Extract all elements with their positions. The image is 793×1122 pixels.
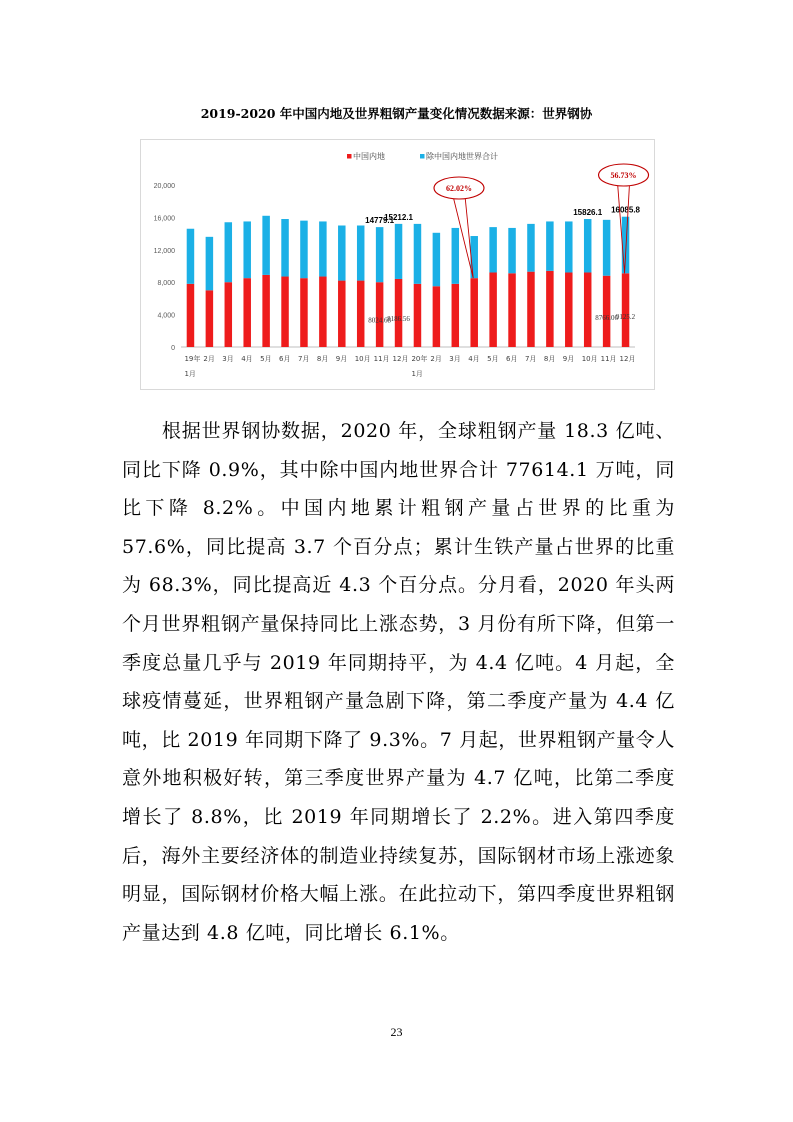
- china-value-label: 9125.2: [615, 312, 636, 321]
- bar-rest-of-world: [281, 219, 289, 277]
- x-tick-label: 12月: [619, 355, 636, 363]
- bar-china: [357, 281, 365, 347]
- y-tick-label: 4,000: [157, 312, 175, 320]
- x-tick-label: 8月: [316, 355, 329, 363]
- bar-china: [452, 284, 460, 347]
- bar-rest-of-world: [243, 221, 251, 278]
- bar-rest-of-world: [565, 221, 573, 272]
- total-value-label: 16085.8: [611, 205, 641, 215]
- bar-china: [622, 273, 630, 347]
- x-tick-label: 9月: [335, 355, 348, 363]
- x-tick-label: 6月: [279, 355, 291, 363]
- y-tick-label: 0: [171, 345, 175, 352]
- bar-rest-of-world: [300, 221, 308, 279]
- bar-china: [414, 284, 422, 347]
- x-tick-label: 4月: [241, 355, 253, 363]
- x-tick-label: 10月: [354, 355, 371, 363]
- bar-rest-of-world: [319, 221, 327, 276]
- bar-china: [319, 277, 327, 347]
- bar-china: [206, 290, 214, 347]
- bar-china: [508, 273, 515, 347]
- bar-china: [187, 284, 195, 347]
- bar-china: [527, 272, 535, 347]
- bar-rest-of-world: [489, 227, 497, 272]
- y-tick-label: 16,000: [153, 215, 175, 223]
- body-text: [122, 412, 675, 952]
- bar-rest-of-world: [262, 216, 270, 275]
- x-tick-label: 2月: [203, 355, 215, 363]
- callout-percent-label: 56.73%: [610, 171, 637, 180]
- bar-rest-of-world: [206, 237, 214, 290]
- bar-rest-of-world: [546, 221, 554, 270]
- steel-production-chart: [140, 139, 655, 390]
- x-tick-label: 5月: [260, 355, 272, 363]
- china-value-label: 8766.06: [595, 313, 618, 322]
- bar-china: [565, 272, 573, 347]
- x-tick-label: 6月: [506, 355, 518, 363]
- bar-china: [489, 272, 497, 347]
- x-tick-label: 5月: [487, 355, 499, 363]
- x-tick-label: 8月: [543, 355, 556, 363]
- total-value-label: 14779.1: [365, 216, 395, 226]
- chart-svg: [141, 140, 654, 389]
- total-value-label: 15212.1: [384, 212, 414, 222]
- y-tick-label: 20,000: [153, 183, 175, 190]
- bar-rest-of-world: [508, 228, 515, 273]
- figure-title: 2019-2020 年中国内地及世界粗钢产量变化情况数据来源：世界钢协: [200, 106, 593, 121]
- bar-rest-of-world: [584, 219, 592, 272]
- x-tick-label: 4月: [468, 355, 480, 363]
- bar-china: [603, 276, 611, 347]
- y-tick-label: 8,000: [157, 280, 175, 288]
- x-tick-label: 3月: [449, 355, 461, 363]
- callout-percent-label: 62.02%: [446, 184, 472, 193]
- bar-china: [225, 282, 233, 347]
- bar-china: [376, 282, 384, 347]
- bar-rest-of-world: [452, 228, 460, 284]
- legend-swatch-china: [347, 154, 352, 159]
- total-value-label: 15826.1: [573, 208, 603, 218]
- bar-rest-of-world: [187, 229, 195, 284]
- china-value-label: 8024.68: [368, 316, 391, 325]
- bar-china: [546, 271, 554, 347]
- x-tick-label: 2月: [430, 355, 442, 363]
- bar-china: [584, 272, 592, 347]
- bar-rest-of-world: [433, 233, 441, 286]
- x-tick-label: 11月: [373, 355, 390, 363]
- y-tick-label: 12,000: [153, 247, 175, 255]
- bar-rest-of-world: [395, 224, 403, 279]
- bar-rest-of-world: [414, 224, 422, 284]
- bar-china: [300, 278, 308, 347]
- x-tick-label: 7月: [524, 355, 537, 363]
- x-tick-label: 19年 1月: [184, 355, 201, 378]
- page-number: 23: [390, 1025, 403, 1039]
- bar-china: [262, 275, 270, 347]
- bar-china: [395, 279, 403, 347]
- bar-rest-of-world: [338, 226, 346, 281]
- bar-rest-of-world: [225, 222, 233, 282]
- bar-rest-of-world: [603, 220, 611, 276]
- bar-china: [433, 286, 441, 347]
- legend-label-china: 中国内地: [353, 152, 385, 161]
- bar-rest-of-world: [357, 226, 365, 281]
- bar-rest-of-world: [622, 217, 630, 274]
- x-tick-label: 9月: [562, 355, 575, 363]
- x-tick-label: 12月: [392, 355, 409, 363]
- bar-china: [338, 281, 346, 347]
- x-tick-label: 11月: [600, 355, 617, 363]
- legend-swatch-rest-of-world: [420, 154, 425, 159]
- bar-rest-of-world: [527, 224, 535, 272]
- x-tick-label: 10月: [581, 355, 598, 363]
- bar-china: [281, 277, 289, 347]
- china-value-label: 8186.56: [387, 315, 410, 324]
- body-paragraph: 根据世界钢协数据，2020 年，全球粗钢产量 18.3 亿吨、同比下降 0.9%，其中除中国内地世界合计 77614.1 万吨，同比下降 8.2%。中国内地累计粗钢产量占世界的比重为 57.6%，同比提高 3.7 个百分点；累计生铁产量占世界的比重为 68.3%，同比提高近 4.3 个百分点。分月看，2020 年头两个月世界粗钢产量保持同比上涨态势，3 月份有所下降，但第一季度总量几乎与 2019 年同期持平，为 4.4 亿吨。4 月起，全球疫情蔓延，世界粗钢产量急剧下降，第二季度产量为 4.4 亿吨，比 2019 年同期下降了 9.3%。7 月起，世界粗钢产量令人意外地积极好转，第三季度世界产量为 4.7 亿吨，比第二季度增长了 8.8%，比 2019 年同期增长了 2.2%。进入第四季度后，海外主要经济体的制造业持续复苏，国际钢材市场上涨迹象明显，国际钢材价格大幅上涨。在此拉动下，第四季度世界粗钢产量达到 4.8 亿吨，同比增长 6.1%。: [122, 420, 676, 944]
- bar-rest-of-world: [376, 227, 384, 282]
- x-tick-label: 20年 1月: [411, 355, 428, 378]
- x-tick-label: 7月: [297, 355, 310, 363]
- bar-china: [243, 278, 251, 347]
- bar-china: [470, 278, 478, 347]
- x-tick-label: 3月: [222, 355, 234, 363]
- legend-label-rest-of-world: 除中国内地世界合计: [426, 152, 498, 161]
